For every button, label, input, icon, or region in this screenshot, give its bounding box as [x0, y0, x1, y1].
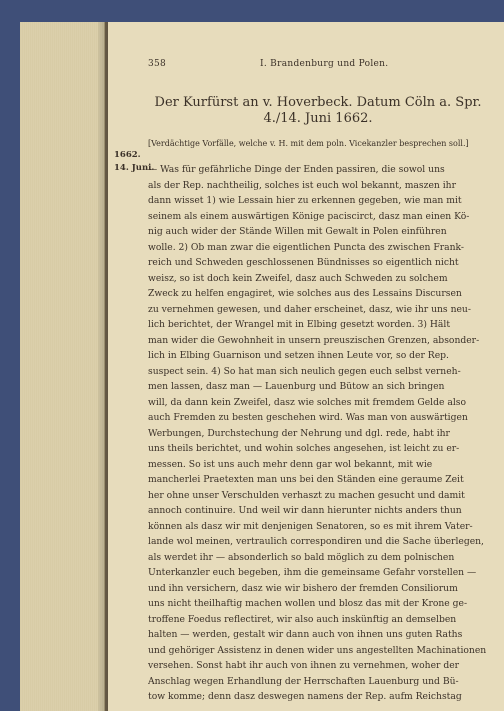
text-line: lande wol meinen, vertraulich correspondiren und die Sache überlegen,: [148, 536, 484, 547]
page-number: 358: [148, 59, 167, 69]
body-text: [148, 162, 494, 705]
text-line: dann wisset 1) wie Lessain hier zu erkennen gegeben, wie man mit: [148, 195, 462, 206]
text-line: halten — werden, gestalt wir dann auch von ihnen uns guten Raths: [148, 629, 463, 640]
heading-line-2: 4./14. Juni 1662.: [263, 111, 373, 126]
text-line: uns theils berichtet, und wohin solches angesehen, ist leicht zu er-: [148, 443, 460, 454]
text-line: her ohne unser Verschulden verhaszt zu machen gesucht und damit: [148, 489, 465, 501]
text-line: und gehöriger Assistenz in denen wider uns angestellten Machinationen: [148, 644, 487, 656]
text-line: troffene Foedus reflectiret, wir also auch inskünftig an demselben: [148, 613, 457, 625]
text-line: reich und Schweden geschlossenen Bündnisses so eigentlich nicht: [148, 257, 459, 268]
text-line: tow komme; denn dasz deswegen namens der Rep. aufm Reichstag: [148, 691, 462, 702]
text-line: will, da dann kein Zweifel, dasz wie solches mit fremdem Gelde also: [148, 396, 467, 408]
text-line: lich in Elbing Guarnison und setzen ihnen Leute vor, so der Rep.: [148, 350, 449, 361]
text-line: nig auch wider der Stände Willen mit Gewalt in Polen einführen: [148, 226, 447, 237]
text-line: und ihn versichern, dasz wie wir bishero der fremden Consiliorum: [148, 582, 458, 594]
letter-heading: [148, 95, 488, 127]
text-line: suspect sein. 4) So hat man sich neulich gegen euch selbst verneh-: [148, 365, 461, 377]
text-line: Werbungen, Durchstechung der Nehrung und dgl. rede, habt ihr: [148, 427, 450, 439]
margin-year: 1662.: [114, 150, 141, 160]
text-line: — Was für gefährliche Dinge der Enden passiren, die sowol uns: [148, 164, 445, 175]
text-line: annoch continuire. Und weil wir dann hierunter nichts anders thun: [148, 505, 462, 516]
text-line: man wider die Gewohnheit in unsern preuszischen Grenzen, absonder-: [148, 334, 480, 346]
text-line: wolle. 2) Ob man zwar die eigentlichen Puncta des zwischen Frank-: [148, 241, 465, 253]
text-line: seinem als einem auswärtigen Könige paciscirct, dasz man einen Kö-: [148, 210, 470, 222]
page-edges: [20, 22, 105, 711]
text-line: mancherlei Praetexten man uns bei den Ständen eine geraume Zeit: [148, 474, 464, 485]
margin-date: 14. Juni.: [114, 163, 155, 173]
text-line: zu vernehmen gewesen, und daher erscheinet, dasz, wie ihr uns neu-: [148, 303, 471, 315]
text-line: Unterkanzler euch begeben, ihm die gemeinsame Gefahr vorstellen —: [148, 567, 477, 578]
text-line: als werdet ihr — absonderlich so bald möglich zu dem polnischen: [148, 551, 455, 563]
text-line: Anschlag wegen Erhandlung der Herrschaften Lauenburg und Bü-: [148, 675, 459, 687]
book-page: [108, 22, 504, 711]
text-line: uns nicht theilhaftig machen wollen und blosz das mit der Krone ge-: [148, 598, 468, 609]
text-line: messen. So ist uns auch mehr denn gar wol bekannt, mit wie: [148, 458, 433, 470]
section-title: I. Brandenburg und Polen.: [260, 59, 389, 69]
text-line: men lassen, dasz man — Lauenburg und Bütow an sich bringen: [148, 381, 445, 392]
text-line: Zweck zu helfen engagiret, wie solches aus des Lessains Discursen: [148, 288, 462, 299]
heading-line-1: Der Kurfürst an v. Hoverbeck. Datum Cöln a. Spr.: [154, 95, 482, 110]
gutter-shadow: [98, 22, 108, 711]
text-line: als der Rep. nachtheilig, solches ist euch wol bekannt, maszen ihr: [148, 179, 456, 191]
text-line: lich berichtet, der Wrangel mit in Elbing gesetzt worden. 3) Hält: [148, 319, 451, 330]
book: [20, 22, 504, 711]
text-line: auch Fremden zu besten geschehen wird. Was man von auswärtigen: [148, 412, 468, 423]
text-line: versehen. Sonst habt ihr auch von ihnen zu vernehmen, woher der: [148, 660, 460, 671]
text-line: können als dasz wir mit denjenigen Senatoren, so es mit ihrem Vater-: [148, 520, 473, 532]
text-line: weisz, so ist doch kein Zweifel, dasz auch Schweden zu solchem: [148, 272, 448, 284]
editorial-note: [Verdächtige Vorfälle, welche v. H. mit dem poln. Vicekanzler besprechen soll.]: [148, 139, 469, 148]
